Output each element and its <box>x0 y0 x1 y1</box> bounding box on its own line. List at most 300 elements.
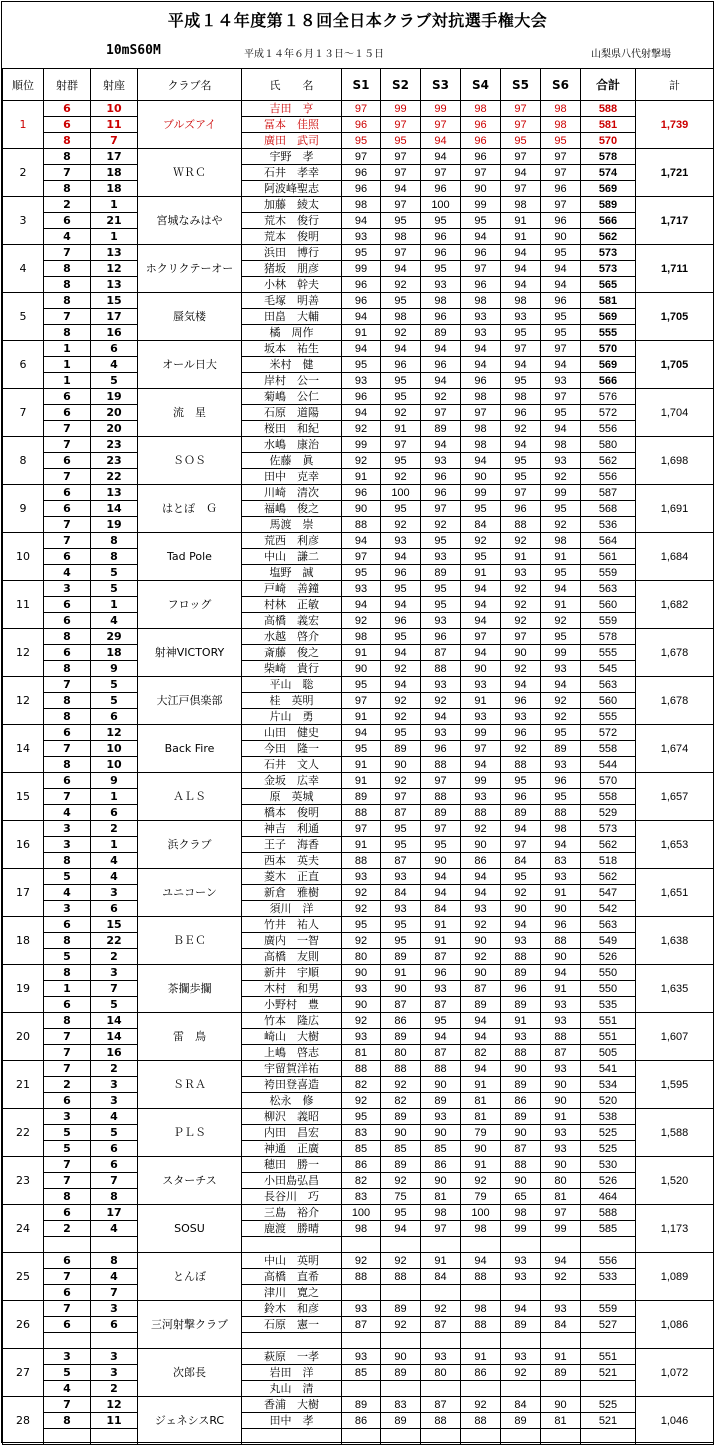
shooter-group <box>44 1333 91 1349</box>
shooter-group: 6 <box>44 117 91 133</box>
series-score-s6: 92 <box>541 613 581 629</box>
series-score-s1: 89 <box>342 1397 381 1413</box>
shooter-total: 464 <box>581 1189 636 1205</box>
series-score-s4: 89 <box>461 997 501 1013</box>
series-score-s6: 99 <box>541 1221 581 1237</box>
shooter-name: 木村 和男 <box>242 981 342 997</box>
series-score-s2: 97 <box>381 165 421 181</box>
series-score-s3: 94 <box>421 341 461 357</box>
shooter-group: 5 <box>44 1365 91 1381</box>
table-row <box>3 677 714 693</box>
series-score-s5: 96 <box>501 981 541 997</box>
series-score-s3: 92 <box>421 693 461 709</box>
series-score-s1: 88 <box>342 1269 381 1285</box>
shooter-total: 589 <box>581 197 636 213</box>
series-score-s2: 95 <box>381 629 421 645</box>
series-score-s1: 92 <box>342 901 381 917</box>
series-score-s4: 93 <box>461 309 501 325</box>
shooter-group: 6 <box>44 101 91 117</box>
shooter-group: 6 <box>44 1285 91 1301</box>
series-score-s2: 92 <box>381 1253 421 1269</box>
series-score-s2: 90 <box>381 757 421 773</box>
series-score-s4: 90 <box>461 933 501 949</box>
series-score-s6: 93 <box>541 453 581 469</box>
series-score-s5: 89 <box>501 965 541 981</box>
series-score-s3: 95 <box>421 213 461 229</box>
shooter-position: 5 <box>91 581 138 597</box>
series-score-s5: 97 <box>501 181 541 197</box>
table-row <box>3 741 714 757</box>
team-rank: 23 <box>3 1157 44 1205</box>
table-row <box>3 229 714 245</box>
series-score-s1: 91 <box>342 469 381 485</box>
shooter-total: 569 <box>581 181 636 197</box>
series-score-s6: 95 <box>541 501 581 517</box>
team-rank: 5 <box>3 293 44 341</box>
team-rank: 6 <box>3 341 44 389</box>
series-score-s4: 92 <box>461 949 501 965</box>
shooter-position: 8 <box>91 549 138 565</box>
shooter-total: 573 <box>581 261 636 277</box>
series-score-s2: 80 <box>381 1045 421 1061</box>
team-rank: 17 <box>3 869 44 917</box>
team-total: 1,711 <box>636 245 714 293</box>
series-score-s4: 81 <box>461 1109 501 1125</box>
club-name: SOSU <box>138 1205 242 1253</box>
series-score-s3 <box>421 1285 461 1301</box>
shooter-group: 6 <box>44 1253 91 1269</box>
series-score-s4: 98 <box>461 1221 501 1237</box>
series-score-s5: 96 <box>501 501 541 517</box>
shooter-position: 6 <box>91 1157 138 1173</box>
series-score-s2: 94 <box>381 341 421 357</box>
series-score-s4: 94 <box>461 581 501 597</box>
series-score-s5: 93 <box>501 709 541 725</box>
series-score-s1: 93 <box>342 869 381 885</box>
shooter-name: 西本 英夫 <box>242 853 342 869</box>
team-total: 1,072 <box>636 1349 714 1397</box>
team-rank: 12 <box>3 629 44 677</box>
shooter-position: 6 <box>91 805 138 821</box>
shooter-total: 563 <box>581 677 636 693</box>
shooter-group: 6 <box>44 549 91 565</box>
shooter-name: 荒本 俊明 <box>242 229 342 245</box>
table-row <box>3 1029 714 1045</box>
shooter-group <box>44 1429 91 1445</box>
table-row <box>3 117 714 133</box>
series-score-s1: 94 <box>342 597 381 613</box>
shooter-position: 14 <box>91 1013 138 1029</box>
series-score-s2: 94 <box>381 645 421 661</box>
series-score-s4: 79 <box>461 1189 501 1205</box>
series-score-s1: 98 <box>342 1221 381 1237</box>
shooter-group: 8 <box>44 149 91 165</box>
series-score-s6: 94 <box>541 277 581 293</box>
shooter-total: 530 <box>581 1157 636 1173</box>
shooter-name: 石原 道陽 <box>242 405 342 421</box>
series-score-s2 <box>381 1237 421 1253</box>
team-rank: 26 <box>3 1301 44 1349</box>
series-score-s3: 87 <box>421 1317 461 1333</box>
series-score-s5: 94 <box>501 277 541 293</box>
series-score-s2: 88 <box>381 1269 421 1285</box>
series-score-s6: 93 <box>541 1125 581 1141</box>
series-score-s4: 91 <box>461 693 501 709</box>
shooter-total: 536 <box>581 517 636 533</box>
series-score-s2: 99 <box>381 101 421 117</box>
series-score-s5 <box>501 1237 541 1253</box>
series-score-s5: 98 <box>501 293 541 309</box>
header-s2: S2 <box>381 69 421 101</box>
series-score-s2: 93 <box>381 901 421 917</box>
series-score-s4: 92 <box>461 533 501 549</box>
series-score-s3: 93 <box>421 613 461 629</box>
team-total: 1,046 <box>636 1397 714 1445</box>
series-score-s6: 93 <box>541 997 581 1013</box>
series-score-s5: 96 <box>501 789 541 805</box>
series-score-s4: 96 <box>461 277 501 293</box>
series-score-s6: 94 <box>541 357 581 373</box>
shooter-name: 水越 啓介 <box>242 629 342 645</box>
team-rank: 12 <box>3 677 44 725</box>
shooter-name: 斎藤 俊之 <box>242 645 342 661</box>
series-score-s6: 96 <box>541 773 581 789</box>
series-score-s5: 93 <box>501 933 541 949</box>
shooter-name: 柴崎 貴行 <box>242 661 342 677</box>
shooter-name: 馬渡 崇 <box>242 517 342 533</box>
shooter-name: 王子 海香 <box>242 837 342 853</box>
series-score-s6: 95 <box>541 629 581 645</box>
series-score-s4: 91 <box>461 1157 501 1173</box>
team-rank: 9 <box>3 485 44 533</box>
series-score-s4: 86 <box>461 1365 501 1381</box>
team-rank: 7 <box>3 389 44 437</box>
shooter-total: 569 <box>581 309 636 325</box>
series-score-s2: 92 <box>381 773 421 789</box>
series-score-s1: 96 <box>342 181 381 197</box>
shooter-group: 8 <box>44 965 91 981</box>
series-score-s1: 83 <box>342 1189 381 1205</box>
shooter-group: 4 <box>44 229 91 245</box>
series-score-s6: 94 <box>541 261 581 277</box>
shooter-position: 13 <box>91 277 138 293</box>
table-row <box>3 389 714 405</box>
club-name: スターチス <box>138 1157 242 1205</box>
series-score-s5: 94 <box>501 677 541 693</box>
team-total: 1,678 <box>636 677 714 725</box>
shooter-name: 中山 謙二 <box>242 549 342 565</box>
series-score-s3: 94 <box>421 149 461 165</box>
series-score-s6: 91 <box>541 885 581 901</box>
series-score-s3: 95 <box>421 1013 461 1029</box>
table-row <box>3 421 714 437</box>
series-score-s1: 96 <box>342 117 381 133</box>
series-score-s5: 93 <box>501 1269 541 1285</box>
shooter-name: 上嶋 啓志 <box>242 1045 342 1061</box>
table-row <box>3 981 714 997</box>
shooter-total: 562 <box>581 837 636 853</box>
team-rank: 8 <box>3 437 44 485</box>
shooter-total: 559 <box>581 613 636 629</box>
table-row <box>3 917 714 933</box>
series-score-s1: 93 <box>342 981 381 997</box>
series-score-s5: 91 <box>501 1013 541 1029</box>
series-score-s2: 95 <box>381 837 421 853</box>
shooter-position: 1 <box>91 229 138 245</box>
series-score-s3: 97 <box>421 773 461 789</box>
club-name: オール日大 <box>138 341 242 389</box>
shooter-total: 564 <box>581 533 636 549</box>
series-score-s2: 97 <box>381 437 421 453</box>
shooter-position: 21 <box>91 213 138 229</box>
shooter-group: 5 <box>44 869 91 885</box>
series-score-s5: 92 <box>501 1365 541 1381</box>
table-row <box>3 517 714 533</box>
series-score-s4: 96 <box>461 117 501 133</box>
series-score-s5: 88 <box>501 757 541 773</box>
shooter-name: 三島 裕介 <box>242 1205 342 1221</box>
shooter-group: 6 <box>44 1093 91 1109</box>
header-team-total: 計 <box>636 69 714 101</box>
shooter-total: 570 <box>581 133 636 149</box>
series-score-s1: 92 <box>342 421 381 437</box>
series-score-s2: 98 <box>381 309 421 325</box>
series-score-s3: 87 <box>421 997 461 1013</box>
series-score-s6: 93 <box>541 1013 581 1029</box>
club-name: 浜クラブ <box>138 821 242 869</box>
shooter-total: 551 <box>581 1013 636 1029</box>
shooter-total: 545 <box>581 661 636 677</box>
team-total: 1,588 <box>636 1109 714 1157</box>
series-score-s2: 100 <box>381 485 421 501</box>
series-score-s3: 87 <box>421 949 461 965</box>
series-score-s3: 93 <box>421 549 461 565</box>
shooter-group: 6 <box>44 613 91 629</box>
table-row <box>3 309 714 325</box>
series-score-s2: 89 <box>381 1365 421 1381</box>
series-score-s3: 93 <box>421 677 461 693</box>
shooter-name: 柳沢 義昭 <box>242 1109 342 1125</box>
series-score-s1: 93 <box>342 581 381 597</box>
series-score-s1 <box>342 1285 381 1301</box>
series-score-s6 <box>541 1381 581 1397</box>
shooter-total: 542 <box>581 901 636 917</box>
series-score-s1 <box>342 1381 381 1397</box>
shooter-group: 7 <box>44 1173 91 1189</box>
shooter-group: 7 <box>44 1029 91 1045</box>
club-name: 大江戸倶楽部 <box>138 677 242 725</box>
shooter-name: 金坂 広幸 <box>242 773 342 789</box>
shooter-group: 7 <box>44 789 91 805</box>
table-row <box>3 357 714 373</box>
shooter-name: 中山 英明 <box>242 1253 342 1269</box>
series-score-s3 <box>421 1381 461 1397</box>
series-score-s3: 93 <box>421 1349 461 1365</box>
team-total: 1,678 <box>636 629 714 677</box>
club-name: はとぽ Ｇ <box>138 485 242 533</box>
series-score-s1: 96 <box>342 485 381 501</box>
shooter-group: 7 <box>44 309 91 325</box>
shooter-group: 7 <box>44 677 91 693</box>
series-score-s6: 94 <box>541 1253 581 1269</box>
series-score-s3: 96 <box>421 629 461 645</box>
series-score-s3: 91 <box>421 917 461 933</box>
shooter-total: 518 <box>581 853 636 869</box>
series-score-s4: 98 <box>461 389 501 405</box>
series-score-s2: 95 <box>381 389 421 405</box>
series-score-s3: 94 <box>421 437 461 453</box>
series-score-s1: 97 <box>342 549 381 565</box>
shooter-total: 573 <box>581 245 636 261</box>
series-score-s5: 90 <box>501 1125 541 1141</box>
series-score-s2: 83 <box>381 1397 421 1413</box>
series-score-s6: 88 <box>541 933 581 949</box>
series-score-s3: 95 <box>421 597 461 613</box>
shooter-position: 10 <box>91 741 138 757</box>
series-score-s2: 92 <box>381 661 421 677</box>
club-name: 蜃気楼 <box>138 293 242 341</box>
team-total: 1,691 <box>636 485 714 533</box>
team-rank: 4 <box>3 245 44 293</box>
series-score-s1: 92 <box>342 885 381 901</box>
series-score-s5: 92 <box>501 613 541 629</box>
table-row <box>3 1157 714 1173</box>
series-score-s5: 88 <box>501 1045 541 1061</box>
team-rank: 21 <box>3 1061 44 1109</box>
shooter-total: 529 <box>581 805 636 821</box>
shooter-group: 2 <box>44 1077 91 1093</box>
series-score-s5: 89 <box>501 997 541 1013</box>
series-score-s1: 88 <box>342 853 381 869</box>
team-rank: 20 <box>3 1013 44 1061</box>
shooter-name: 香浦 大樹 <box>242 1397 342 1413</box>
shooter-group: 6 <box>44 645 91 661</box>
shooter-group: 8 <box>44 293 91 309</box>
shooter-total: 573 <box>581 821 636 837</box>
shooter-position: 3 <box>91 1093 138 1109</box>
shooter-position: 10 <box>91 757 138 773</box>
team-total: 1,607 <box>636 1013 714 1061</box>
series-score-s5: 95 <box>501 773 541 789</box>
series-score-s3: 95 <box>421 533 461 549</box>
series-score-s4: 84 <box>461 517 501 533</box>
series-score-s3: 88 <box>421 789 461 805</box>
series-score-s6: 87 <box>541 1045 581 1061</box>
shooter-name: 田中 孝 <box>242 1413 342 1429</box>
header-name: 氏 名 <box>242 69 342 101</box>
series-score-s6: 93 <box>541 1301 581 1317</box>
series-score-s4: 95 <box>461 213 501 229</box>
shooter-total: 551 <box>581 1349 636 1365</box>
team-total: 1,704 <box>636 389 714 437</box>
series-score-s1: 92 <box>342 1013 381 1029</box>
series-score-s2: 95 <box>381 133 421 149</box>
club-name: ユニコーン <box>138 869 242 917</box>
series-score-s6: 90 <box>541 1157 581 1173</box>
shooter-position: 1 <box>91 197 138 213</box>
shooter-group: 8 <box>44 1013 91 1029</box>
series-score-s3: 89 <box>421 325 461 341</box>
series-score-s2: 91 <box>381 421 421 437</box>
series-score-s3: 87 <box>421 645 461 661</box>
shooter-position: 6 <box>91 1317 138 1333</box>
team-total: 1,721 <box>636 149 714 197</box>
series-score-s6: 91 <box>541 1109 581 1125</box>
shooter-name: 高橋 友則 <box>242 949 342 965</box>
series-score-s1: 85 <box>342 1365 381 1381</box>
shooter-group: 6 <box>44 597 91 613</box>
series-score-s5: 95 <box>501 869 541 885</box>
series-score-s2: 92 <box>381 1317 421 1333</box>
series-score-s2: 95 <box>381 581 421 597</box>
series-score-s4: 97 <box>461 405 501 421</box>
series-score-s3: 90 <box>421 1125 461 1141</box>
series-score-s6: 90 <box>541 1077 581 1093</box>
club-name: 三河射撃クラブ <box>138 1301 242 1349</box>
header-s1: S1 <box>342 69 381 101</box>
series-score-s5: 92 <box>501 597 541 613</box>
series-score-s2: 86 <box>381 1013 421 1029</box>
shooter-position <box>91 1333 138 1349</box>
club-name: 次郎長 <box>138 1349 242 1397</box>
series-score-s4: 94 <box>461 1013 501 1029</box>
series-score-s5: 94 <box>501 437 541 453</box>
team-total: 1,638 <box>636 917 714 965</box>
shooter-total: 566 <box>581 373 636 389</box>
shooter-name: 福嶋 俊之 <box>242 501 342 517</box>
shooter-name: 毛塚 明善 <box>242 293 342 309</box>
shooter-position: 18 <box>91 181 138 197</box>
series-score-s6: 95 <box>541 309 581 325</box>
table-row <box>3 773 714 789</box>
series-score-s1: 97 <box>342 821 381 837</box>
shooter-total: 588 <box>581 101 636 117</box>
series-score-s2: 95 <box>381 725 421 741</box>
series-score-s2: 89 <box>381 1301 421 1317</box>
team-rank: 11 <box>3 581 44 629</box>
header-subtotal: 合計 <box>581 69 636 101</box>
series-score-s4: 90 <box>461 837 501 853</box>
shooter-position: 13 <box>91 245 138 261</box>
shooter-total: 551 <box>581 1029 636 1045</box>
table-row <box>3 1141 714 1157</box>
shooter-total: 565 <box>581 277 636 293</box>
team-total: 1,674 <box>636 725 714 773</box>
table-row <box>3 1077 714 1093</box>
shooter-name: 坂本 祐生 <box>242 341 342 357</box>
series-score-s3: 97 <box>421 821 461 837</box>
series-score-s6 <box>541 1333 581 1349</box>
shooter-name: 高橋 直希 <box>242 1269 342 1285</box>
shooter-name: 山田 健史 <box>242 725 342 741</box>
series-score-s6: 88 <box>541 805 581 821</box>
shooter-name: 平山 聡 <box>242 677 342 693</box>
series-score-s6: 90 <box>541 1397 581 1413</box>
series-score-s2: 82 <box>381 1093 421 1109</box>
series-score-s3: 86 <box>421 1157 461 1173</box>
shooter-total: 505 <box>581 1045 636 1061</box>
table-row <box>3 789 714 805</box>
series-score-s3: 88 <box>421 1413 461 1429</box>
shooter-position: 9 <box>91 773 138 789</box>
club-name: 流 星 <box>138 389 242 437</box>
results-table <box>2 68 714 1445</box>
table-row <box>3 965 714 981</box>
shooter-name: 荒木 俊行 <box>242 213 342 229</box>
series-score-s2: 96 <box>381 565 421 581</box>
series-score-s6: 95 <box>541 133 581 149</box>
club-name: Tad Pole <box>138 533 242 581</box>
